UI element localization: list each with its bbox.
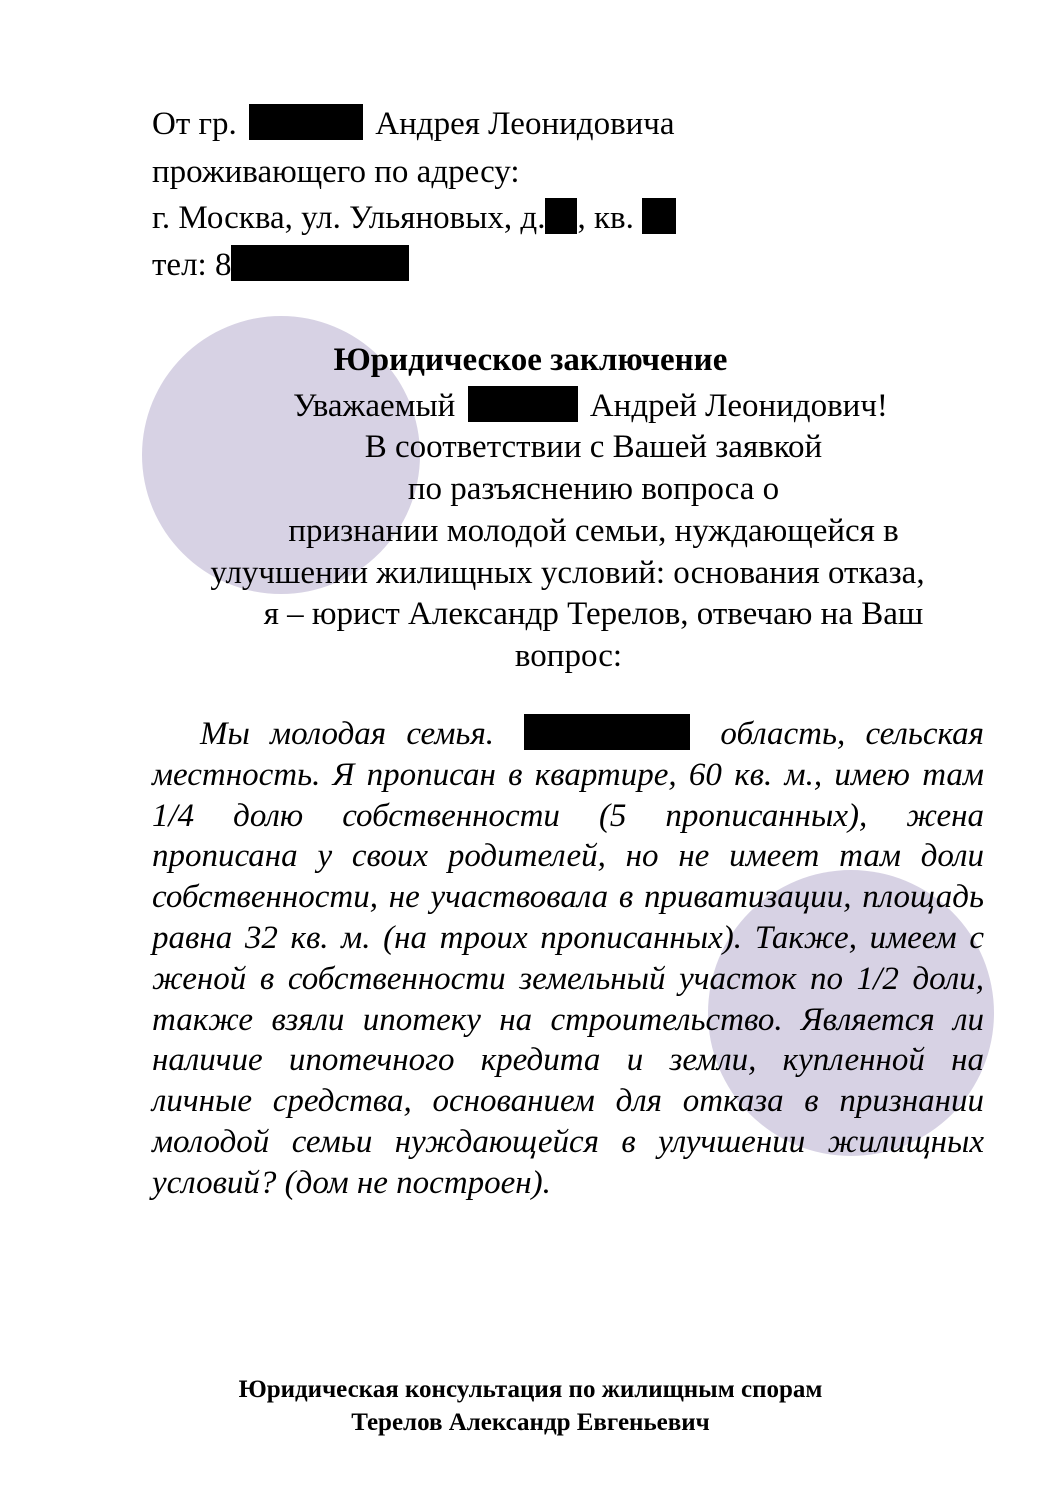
intro-line: вопрос: <box>514 638 623 674</box>
greeting-line <box>0 386 1061 426</box>
redacted-house-number <box>545 198 577 234</box>
address-street: г. Москва, ул. Ульяновых, д. <box>152 200 546 236</box>
footer-organization: Юридическая консультация по жилищным спорам <box>238 1376 823 1403</box>
question-start: Мы молодая семья. <box>200 716 495 752</box>
intro-line: я – юрист Александр Терелов, отвечаю на Ваш <box>263 596 924 632</box>
address-flat-label: , кв. <box>577 200 634 236</box>
phone-line <box>152 245 409 285</box>
intro-line: В соответствии с Вашей заявкой <box>364 429 823 465</box>
intro-line: улучшении жилищных условий: основания отказа, <box>210 555 925 591</box>
redacted-flat-number <box>642 198 676 234</box>
address-line <box>152 198 676 238</box>
intro-line: признании молодой семьи, нуждающейся в <box>288 513 899 549</box>
redacted-greeting-surname <box>468 386 578 422</box>
greeting-prefix: Уважаемый <box>293 388 456 424</box>
document-title: Юридическое заключение <box>333 342 728 378</box>
greeting-name: Андрей Леонидович! <box>589 388 888 424</box>
phone-label: тел: 8 <box>152 247 232 283</box>
redacted-phone <box>231 245 409 281</box>
sender-name: Андрея Леонидовича <box>375 106 675 142</box>
address-label: проживающего по адресу: <box>152 154 520 190</box>
sender-prefix: От гр. <box>152 106 237 142</box>
redacted-region <box>524 714 690 750</box>
intro-line: по разъяснению вопроса о <box>407 471 780 507</box>
footer-lawyer-name: Терелов Александр Евгеньевич <box>351 1409 710 1436</box>
redacted-surname <box>249 104 363 140</box>
question-text: область, сельская местность. Я прописан в квартире, 60 кв. м., имею там 1/4 долю собственности (5 прописанных), жена прописана у своих родителей, но не имеет там доли собственности, не участвовала в приватизации, площадь равна 32 кв. м. (на троих прописанных). Также, имеем с женой в собственности земельный участок по 1/2 доли, также взяли ипотеку на строительство. Является ли наличие ипотечного кредита и земли, купленной на личные средства, основанием для отказа в признании молодой семьи нуждающейся в улучшении жилищных условий? (дом не построен). <box>152 716 985 1201</box>
sender-line <box>152 104 675 144</box>
client-question <box>152 714 984 1204</box>
